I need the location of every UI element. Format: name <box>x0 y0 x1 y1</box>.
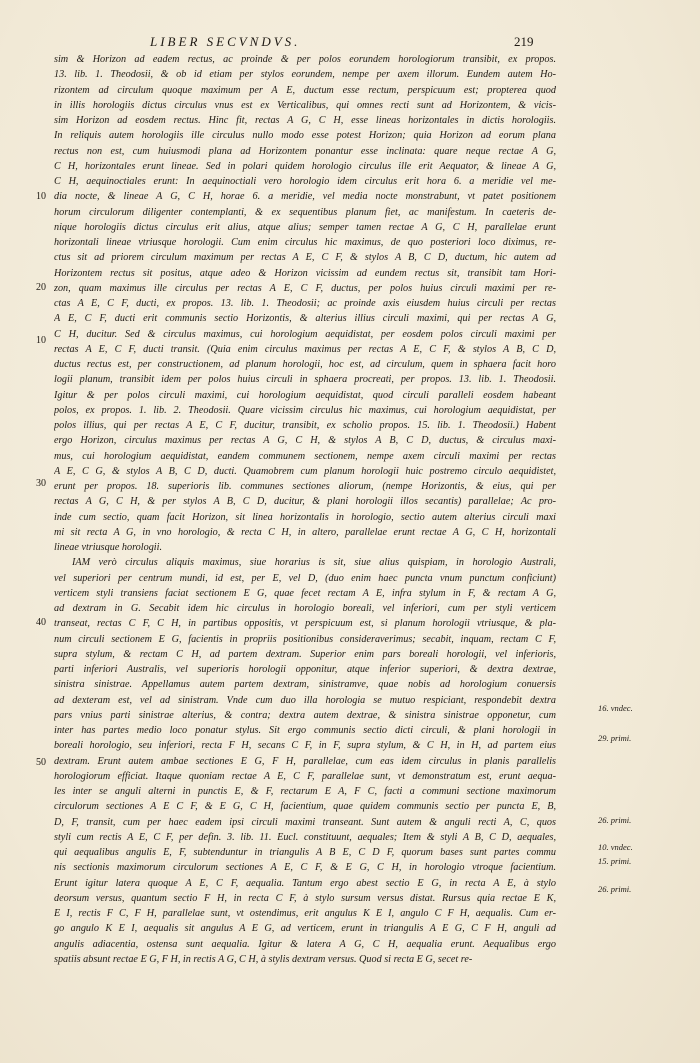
text-line: verticem styli transiens faciat sectionem E G, quae fecet rectam A E, infra stylum in F, & rectam A G, <box>54 587 556 599</box>
text-line: IAM verò circulus aliquis maximus, siue horarius is sit, siue alius quispiam, in horologio Australi, <box>72 557 556 569</box>
body-text <box>54 52 556 967</box>
text-line: in illis horologiis dictus circulus vnus est ex Verticalibus, qui omnes recti sunt ad Horizontem, & vicis- <box>54 99 556 111</box>
text-line: ctus sit ad priorem circulum maximum per rectas A E, C F, & stylos A B, C D, ductum, hic autem ad <box>54 252 556 264</box>
text-line: C H, aequinoctiales erunt: In aequinoctiali vero horologio idem circulus erit hora 6. a meridie vel me- <box>54 176 556 187</box>
text-line: Igitur & per polos circuli maximi, cui horologium aequidistat, quod circuli paralleli eosdem habeant <box>54 389 556 401</box>
text-line: parti inferiori Australis, vel superioris horologii opponitur, atque inferior superiori, & dextra dextrae, <box>54 664 556 675</box>
marginal-reference: 26. primi. <box>598 884 632 894</box>
text-line: ductus rectus est, per constructionem, ad planum horologii, hoc est, ad circulum, quem in sphaera facit horo <box>54 359 556 370</box>
margin-line-number: 30 <box>36 478 46 489</box>
text-line: rectas A G, C H, & per stylos A B, C D, ducitur, & plani horologii illos secantis) parallelae; Ac pro- <box>54 496 556 508</box>
text-line: rizontem ad circulum quoque maximum per A E, ductum esse rectum, perspicuum est; propterea quod <box>54 84 556 96</box>
text-line: dia nocte, & lineae A G, C H, horae 6. a meridie, vel media nocte monstrabunt, vt patet positionem <box>54 191 556 203</box>
text-line: inter has partes medio loco ponatur stylus. Sit ergo communis sectio dicti circuli, & plani horologii in <box>54 725 556 736</box>
text-line: boreali horologio, seu inferiori, recta F H, secans C F, in F, supra stylum, & C H, in H, ad partem eius <box>54 740 556 752</box>
text-line: spatiis absunt rectae E G, F H, in rectis A G, C H, à stylis dextram versus. Quod si recta E G, secet re- <box>54 953 473 965</box>
text-line: horologiorum efficiat. Itaque quoniam rectae A E, C F, parallelae sunt, vt demonstratum est, erunt aequa- <box>54 770 556 782</box>
text-line: ergo Horizon, circulus maximus per rectas A G, C H, & stylos A B, C D, ductus, & circulus maxi- <box>54 435 556 447</box>
text-line: In reliquis autem horologiis ille circulus nullo modo esse potest Horizon; quia Horizon ad eorum plana <box>54 130 556 142</box>
marginal-reference: 16. vndec. <box>598 703 633 713</box>
text-line: sim & Horizon ad eadem rectus, ac proinde & per polos eorundem horologiorum transibit, ex propos. <box>54 54 556 65</box>
marginal-reference: 10. vndec. <box>598 842 633 852</box>
text-line: transeat, rectas C F, C H, in partibus oppositis, vt perspicuum est, si planum horologii vtriusque, & pla- <box>54 618 556 630</box>
text-line: go angulo K E I, aequalis sit angulus A E G, ad verticem, erunt in triangulis A E G, C F H, anguli ad <box>54 923 556 935</box>
text-line: nis sectionis maximorum circulorum sectiones A E, C F, & E G, C H, in horologio vtroque facientium. <box>54 862 556 874</box>
running-title: LIBER SECVNDVS. <box>150 34 301 49</box>
margin-line-number: 10 <box>36 191 46 202</box>
margin-line-number: 40 <box>36 617 46 628</box>
text-line: Horizontem rectus sit positus, atque adeo & Horizon vicissim ad eundem rectus sit, transibit tam Hori- <box>54 267 556 279</box>
text-line: logii planum, transibit idem per polos huius circuli in sphaera procreati, per propos. 13. lib. 1. Theodosii. <box>54 374 556 386</box>
text-line: dextram. Erunt autem ambae sectiones E G, F H, parallelae, cum eas idem circulus in planis parallelis <box>54 755 556 767</box>
text-line: supra stylum, & rectam C H, ad partem dextram. Superior enim pars boreali horologii, vel inferioris, <box>54 648 556 660</box>
text-line: inde cum sectio, quam facit Horizon, sit linea horizontalis in horologio, sectio autem alterius circuli maxi <box>54 511 556 523</box>
text-line: sim Horizon ad eosdem rectus. Hinc fit, rectas A G, C H, esse lineas horizontales in dictis horologiis. <box>54 115 556 126</box>
text-line: styli cum rectis A E, C F, per defin. 3. lib. 11. Eucl. constituunt, aequales; Item & styli A B, C D, aequales, <box>54 831 556 843</box>
text-line: rectas A E, C F, ducti transit. (Quia enim circulus maximus per rectas A E, C F, & stylos A B, C D, <box>54 343 556 355</box>
margin-line-number: 10 <box>36 335 46 346</box>
text-line: pars vnius parti sinistrae alterius, & contra; dextra autem dextrae, & sinistra sinistrae opponetur, cum <box>54 709 556 721</box>
text-line: ad dextram in G. Secabit idem hic circulus in horologio boreali, vel inferiori, cum per styli verticem <box>54 603 556 614</box>
text-line: mi sit recta A G, in vno horologio, & recta C H, in altero, parallelae erunt rectae A G, C H, horizontali <box>54 526 556 538</box>
text-line: deorsum versus, quantum sectio F H, in recta C F, à stylo sursum versus distat. Rursus quia rectae E K, <box>54 892 556 904</box>
text-line: rectus non est, cum huiusmodi plana ad Horizontem ponantur esse inclinata: quare neque rectae A G, <box>54 145 556 157</box>
text-line: A E, C G, & stylos A B, C D, ducti. Quamobrem cum planum horologii huic postremo circulo aequidistet, <box>54 465 556 477</box>
marginal-reference: 29. primi. <box>598 733 632 743</box>
text-line: D, F, transit, cum per haec eadem ipsi circuli maximi transeant. Sunt autem & anguli recti A, C, quos <box>54 816 556 828</box>
text-line: lineae vtriusque horologii. <box>54 542 162 553</box>
text-line: Erunt igitur latera quoque A E, C F, aequalia. Tantum ergo abest sectio E G, in recta A E, à stylo <box>54 877 556 889</box>
text-line: A E, C F, ducti erit communis sectio Horizontis, & alterius illius circuli maximi, qui per rectas A G, <box>54 313 556 325</box>
text-line: 13. lib. 1. Theodosii, & ob id etiam per stylos eorundem, nempe per axem illorum. Eundem autem Ho- <box>54 69 556 81</box>
text-line: les inter se anguli alterni in punctis E, & F, rectarum E A, F C, facti a communi sectione maximorum <box>54 786 556 797</box>
text-line: C H, ducitur. Sed & circulus maximus, cui horologium aequidistat, per eosdem polos circuli maximi per <box>54 328 556 340</box>
text-line: num circuli sectionem E G, facientis in propriis positionibus consideraverimus; secabit, inquam, rectam C F, <box>54 633 556 645</box>
text-line: erunt per propos. 18. superioris lib. communes sectiones aliorum, (nempe Horizontis, & eius, qui per <box>54 481 556 492</box>
text-line: ctas A E, C F, ducti, ex propos. 13. lib. 1. Theodosii; ac proinde axis eiusdem huius circuli per rectas <box>54 298 556 309</box>
running-header <box>150 34 550 50</box>
page-number: 219 <box>514 34 534 49</box>
text-line: vel superiori per centrum mundi, id est, per E, vel D, (duo enim haec puncta vnum punctum conficiunt) <box>54 572 556 584</box>
margin-line-number: 50 <box>36 757 46 768</box>
text-line: C H, horizontales erunt lineae. Sed in polari quidem horologio circulus ille erit Aequator, & lineae A G, <box>54 160 556 172</box>
text-line: circulorum sectiones A E C F, & E G, C H, facientium, quae quidem communis sectio per puncta E, B, <box>54 801 556 813</box>
text-line: ad dexteram est, vel ad sinistram. Vnde cum duo illa horologia se mutuo respiciant, respondebit dextra <box>54 694 556 706</box>
marginal-reference: 26. primi. <box>598 815 632 825</box>
text-line: horum circulorum diligenter contemplanti, & ex sequentibus planum fiet, ac manifestum. In caeteris de- <box>54 206 556 218</box>
text-line: horizontali lineae vtriusque horologii. Cum enim circulus hic maximus, de quo posteriori loco diximus, re- <box>54 237 556 248</box>
text-line: qui aequalibus angulis E, F, subtenduntur in triangulis A B E, C D F, quorum bases sunt partes commu <box>54 847 556 858</box>
text-line: zon, quam maximus ille circulus per rectas A E, C F, ductus, per polos huius circuli maximi per re- <box>54 282 556 294</box>
text-line: polos, ex propos. 1. lib. 2. Theodosii. Quare vicissim circulus hic maximus, cui horologium aequidistat, per <box>54 404 556 416</box>
marginal-reference: 15. primi. <box>598 856 632 866</box>
margin-line-number: 20 <box>36 282 46 293</box>
text-line: nique horologiis dictus circulus erit alius, atque alius; semper tamen rectae A G, C H, parallelae erunt <box>54 221 556 233</box>
text-line: E I, rectis F C, F H, parallelae sunt, vt ostendimus, erit angulus K E I, angulo C F H, aequalis. Cum er- <box>54 908 556 919</box>
text-line: polos illius, qui per rectas A E, C F, ducitur, transibit, ex scholio propos. 15. lib. 1. Theodosii.) Habent <box>54 420 556 431</box>
text-line: mus, cui horologium aequidistat, eandem communem sectionem, nempe axem circuli maximi per rectas <box>54 450 556 462</box>
text-line: angulis adiacentia, ostensa sunt aequalia. Igitur & latera A G, C H, aequalia erunt. Aequalibus ergo <box>54 938 556 950</box>
text-line: sinistra sinistrae. Appellamus autem partem dextram, sinistramve, quae nobis ad horologium conuersis <box>54 679 556 691</box>
